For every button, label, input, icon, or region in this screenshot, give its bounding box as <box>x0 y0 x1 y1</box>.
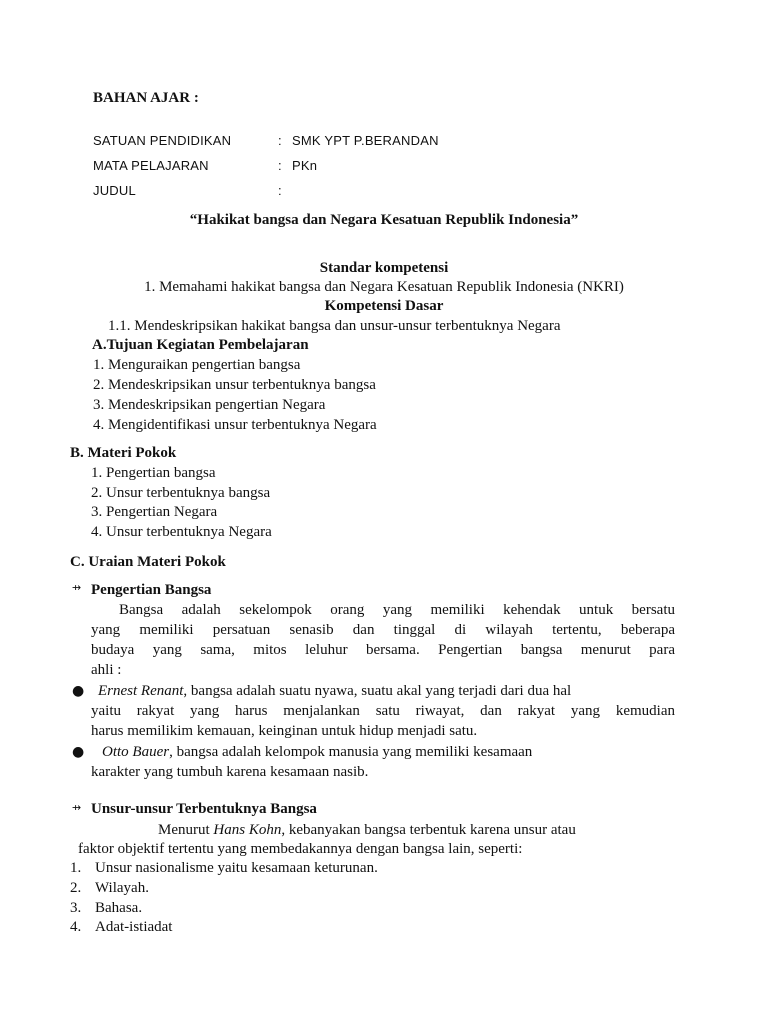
unsur-heading: Unsur-unsur Terbentuknya Bangsa <box>91 801 317 817</box>
section-a-item: 2. Mendeskripsikan unsur terbentuknya bangsa <box>93 377 376 393</box>
field-label-judul: JUDUL <box>93 183 136 198</box>
renant-line1 <box>98 681 571 701</box>
section-b-item: 4. Unsur terbentuknya Negara <box>91 524 272 540</box>
kompetensi-item: 1.1. Mendeskripsikan hakikat bangsa dan unsur-unsur terbentuknya Negara <box>108 318 561 334</box>
bullet-icon: ● <box>72 683 85 699</box>
field-sep-judul: : <box>278 183 282 198</box>
standar-heading: Standar kompetensi <box>319 260 449 276</box>
pengertian-para-line: yang memiliki persatuan senasib dan tinggal di wilayah tertentu, beberapa <box>91 622 675 638</box>
pengertian-para-line: ahli : <box>91 662 122 678</box>
bullet-icon: ● <box>72 744 85 760</box>
section-a-item: 3. Mendeskripsikan pengertian Negara <box>93 397 326 413</box>
renant-line1-text: , bangsa adalah suatu nyawa, suatu akal yang terjadi dari dua hal <box>183 683 572 699</box>
section-b-heading: B. Materi Pokok <box>70 445 177 461</box>
field-sep-mapel: : <box>278 158 282 173</box>
unsur-intro-pre: Menurut <box>158 822 214 838</box>
section-a-heading: A.Tujuan Kegiatan Pembelajaran <box>92 337 309 353</box>
pengertian-para-line: Bangsa adalah sekelompok orang yang memiliki kehendak untuk bersatu <box>119 602 675 618</box>
unsur-intro-rest: , kebanyakan bangsa terbentuk karena unsur atau <box>281 822 576 838</box>
doc-title: BAHAN AJAR : <box>93 90 199 106</box>
field-sep-satuan: : <box>278 133 282 148</box>
judul-text: “Hakikat bangsa dan Negara Kesatuan Republik Indonesia” <box>189 212 579 228</box>
field-value-satuan: SMK YPT P.BERANDAN <box>292 133 439 148</box>
unsur-item-num: 2. <box>70 880 82 896</box>
unsur-item-text: Adat-istiadat <box>95 919 173 935</box>
renant-line3: harus memilikim kemauan, keinginan untuk hidup menjadi satu. <box>91 723 478 739</box>
section-b-item: 3. Pengertian Negara <box>91 504 218 520</box>
unsur-item-num: 1. <box>70 860 82 876</box>
section-b-item: 1. Pengertian bangsa <box>91 465 216 481</box>
bauer-line1 <box>102 742 675 762</box>
renant-line2: yaitu rakyat yang harus menjalankan satu riwayat, dan rakyat yang kemudian <box>91 703 675 719</box>
renant-name: Ernest Renant <box>98 683 184 699</box>
bauer-line2: karakter yang tumbuh karena kesamaan nasib. <box>91 764 369 780</box>
kompetensi-heading: Kompetensi Dasar <box>324 298 444 314</box>
bauer-name: Otto Bauer <box>102 744 170 760</box>
standar-item: 1. Memahami hakikat bangsa dan Negara Kesatuan Republik Indonesia (NKRI) <box>144 279 624 295</box>
heading-marker-icon: ⇸ <box>72 801 82 814</box>
section-a-item: 4. Mengidentifikasi unsur terbentuknya Negara <box>93 417 377 433</box>
unsur-item-text: Wilayah. <box>95 880 149 896</box>
heading-marker-icon: ⇸ <box>72 581 82 594</box>
hans-kohn-name: Hans Kohn <box>213 822 282 838</box>
unsur-item-num: 3. <box>70 900 82 916</box>
pengertian-para-line: budaya yang sama, mitos leluhur bersama. Pengertian bangsa menurut para <box>91 642 675 658</box>
field-label-satuan: SATUAN PENDIDIKAN <box>93 133 232 148</box>
unsur-item-text: Bahasa. <box>95 900 143 916</box>
bauer-line1-text: , bangsa adalah kelompok manusia yang memiliki kesamaan <box>169 744 533 760</box>
field-label-mapel: MATA PELAJARAN <box>93 158 209 173</box>
unsur-intro-line2: faktor objektif tertentu yang membedakannya dengan bangsa lain, seperti: <box>78 841 523 857</box>
section-c-heading: C. Uraian Materi Pokok <box>70 554 226 570</box>
unsur-intro-line1 <box>158 820 576 840</box>
pengertian-heading: Pengertian Bangsa <box>91 582 212 598</box>
unsur-item-num: 4. <box>70 919 82 935</box>
section-a-item: 1. Menguraikan pengertian bangsa <box>93 357 301 373</box>
field-value-mapel: PKn <box>292 158 318 173</box>
unsur-item-text: Unsur nasionalisme yaitu kesamaan keturunan. <box>95 860 378 876</box>
section-b-item: 2. Unsur terbentuknya bangsa <box>91 485 271 501</box>
